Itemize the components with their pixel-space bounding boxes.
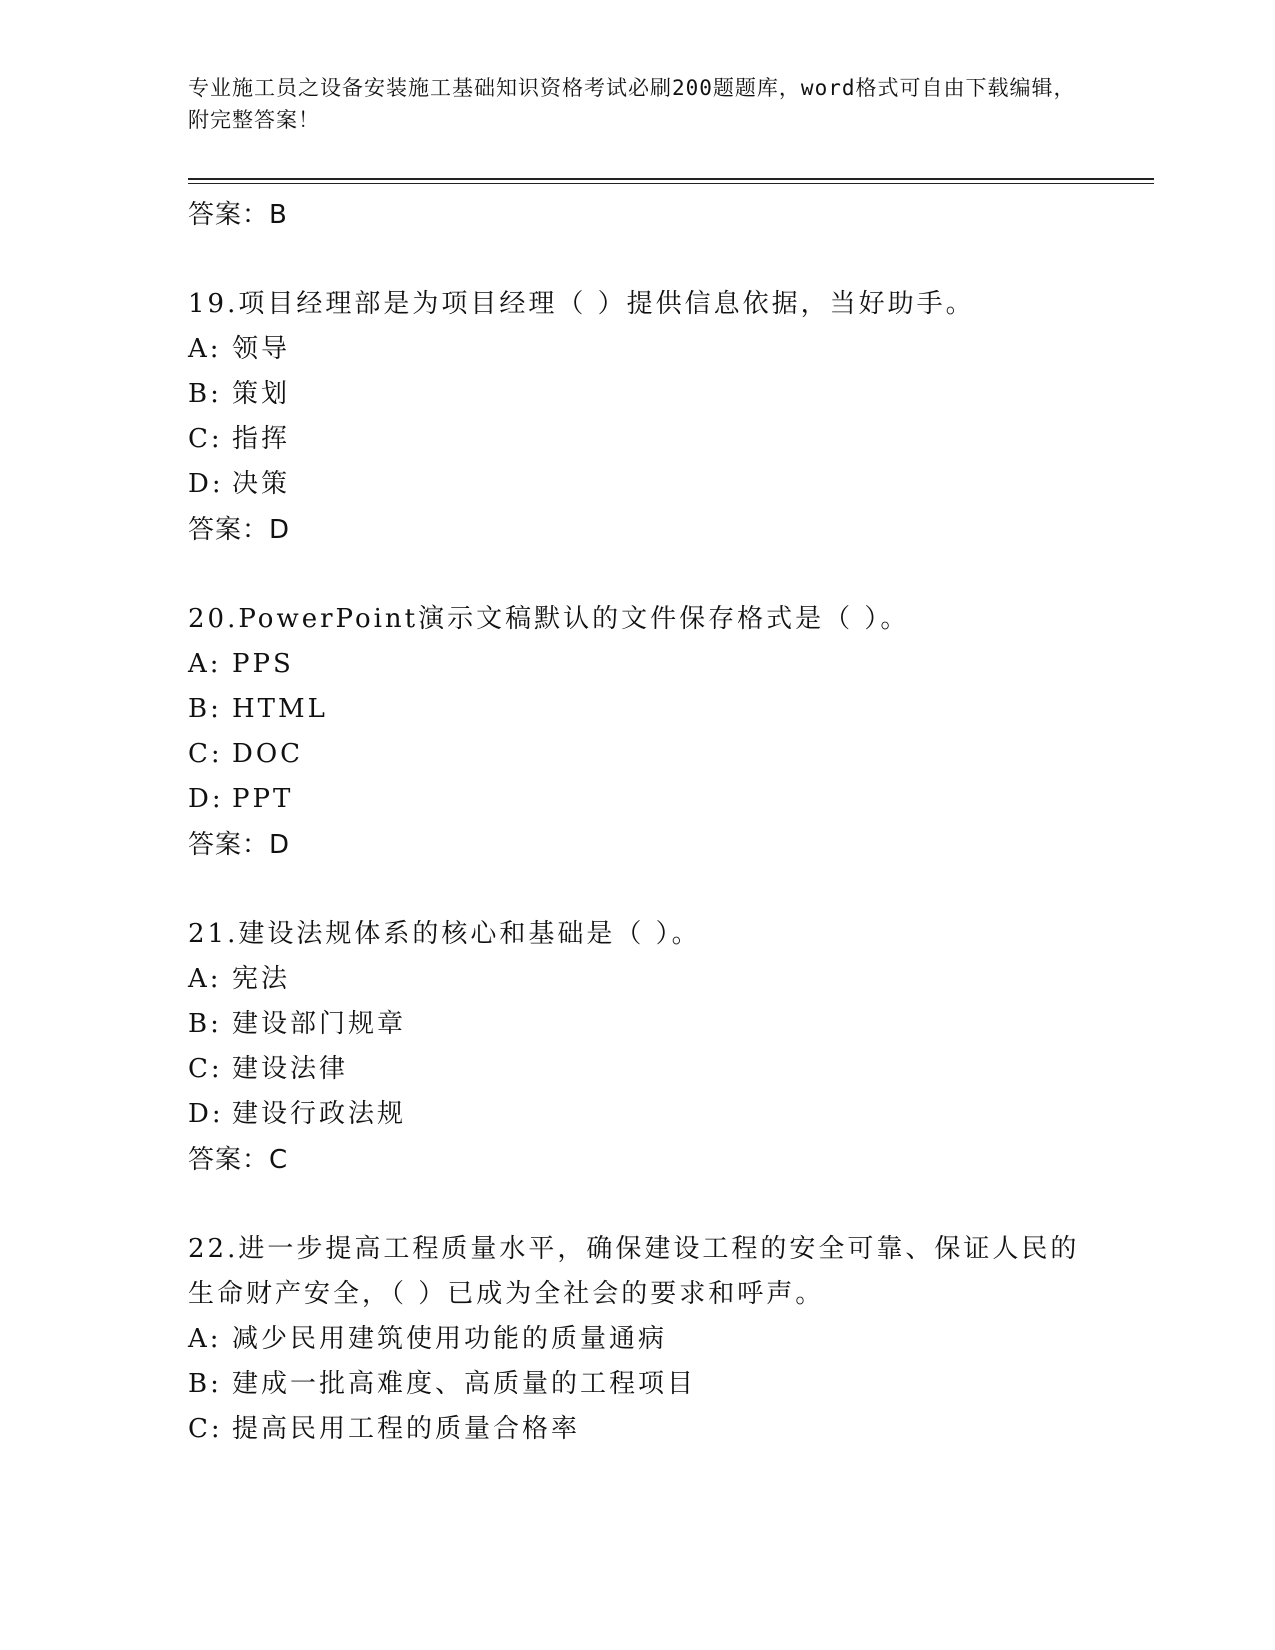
option-b (188, 372, 1108, 417)
option-a (188, 327, 1108, 372)
option-b (188, 1362, 1108, 1407)
answer-line: 答案：B (188, 200, 288, 230)
option-a (188, 1317, 1108, 1362)
option-b (188, 687, 1108, 732)
answer-line: 答案：D (188, 515, 291, 545)
option-letter: A: (188, 649, 222, 679)
question-stem: 19.项目经理部是为项目经理（ ）提供信息依据，当好助手。 (188, 289, 975, 319)
option-d (188, 777, 1108, 822)
option-text: 建设行政法规 (232, 1099, 407, 1129)
option-text: 建成一批高难度、高质量的工程项目 (232, 1369, 697, 1399)
option-letter: B: (188, 694, 222, 724)
option-text: 减少民用建筑使用功能的质量通病 (232, 1324, 668, 1354)
option-letter: A: (188, 964, 222, 994)
option-text: 指挥 (232, 424, 291, 454)
option-a (188, 642, 1108, 687)
header-divider (188, 178, 1154, 180)
header-divider-thin (188, 183, 1154, 184)
document-body (188, 192, 1108, 1452)
option-text: 策划 (232, 379, 291, 409)
option-letter: C: (188, 1414, 223, 1444)
option-text: 建设部门规章 (232, 1009, 407, 1039)
option-text: 决策 (232, 469, 291, 499)
option-c (188, 417, 1108, 462)
option-letter: D: (188, 1099, 224, 1129)
option-letter: B: (188, 1369, 222, 1399)
question-stem: 22.进一步提高工程质量水平，确保建设工程的安全可靠、保证人民的生命财产安全，（ ）已成为全社会的要求和呼声。 (188, 1234, 1080, 1309)
option-letter: B: (188, 1009, 222, 1039)
option-letter: B: (188, 379, 222, 409)
document-header: 专业施工员之设备安装施工基础知识资格考试必刷200题题库，word格式可自由下载编辑，附完整答案！ (188, 76, 1076, 132)
option-b (188, 1002, 1108, 1047)
question-stem: 21.建设法规体系的核心和基础是（ ）。 (188, 919, 701, 949)
option-letter: A: (188, 334, 222, 364)
option-text: DOC (232, 739, 304, 769)
option-letter: C: (188, 739, 223, 769)
option-a (188, 957, 1108, 1002)
option-letter: C: (188, 424, 223, 454)
option-d (188, 462, 1108, 507)
answer-line: 答案：C (188, 1145, 289, 1175)
question-stem: 20.PowerPoint演示文稿默认的文件保存格式是（ ）。 (188, 604, 910, 634)
option-text: 建设法律 (232, 1054, 349, 1084)
answer-line: 答案：D (188, 830, 291, 860)
option-c (188, 1407, 1108, 1452)
option-letter: D: (188, 469, 224, 499)
option-letter: C: (188, 1054, 223, 1084)
option-text: PPS (232, 649, 294, 679)
option-text: HTML (232, 694, 328, 724)
option-text: 宪法 (232, 964, 291, 994)
option-d (188, 1092, 1108, 1137)
option-text: PPT (232, 784, 294, 814)
option-c (188, 1047, 1108, 1092)
option-letter: D: (188, 784, 224, 814)
option-text: 领导 (232, 334, 291, 364)
option-text: 提高民用工程的质量合格率 (232, 1414, 581, 1444)
option-letter: A: (188, 1324, 222, 1354)
option-c (188, 732, 1108, 777)
